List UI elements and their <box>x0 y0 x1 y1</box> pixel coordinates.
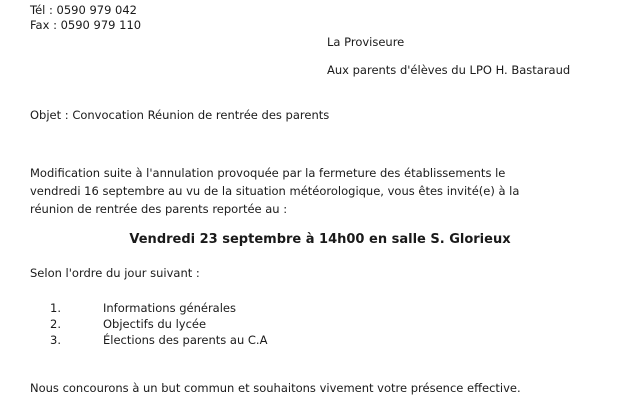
agenda-intro: Selon l'ordre du jour suivant : <box>30 266 200 280</box>
agenda-item-text: Informations générales <box>103 301 236 315</box>
recipient: Aux parents d'élèves du LPO H. Bastaraud <box>327 63 571 77</box>
body-paragraph <box>30 164 630 218</box>
fax-number: Fax : 0590 979 110 <box>30 18 142 32</box>
closing-sentence: Nous concourons à un but commun et souhaitons vivement votre présence effective. <box>30 381 521 395</box>
phone-number: Tél : 0590 979 042 <box>30 3 138 17</box>
meeting-datetime: Vendredi 23 septembre à 14h00 en salle S. Glorieux <box>129 232 511 247</box>
agenda-item-number: 1. <box>50 301 61 315</box>
body-line: réunion de rentrée des parents reportée au : <box>30 202 288 216</box>
body-line: vendredi 16 septembre au vu de la situation météorologique, vous êtes invité(e) à la <box>30 184 520 198</box>
subject-line: Objet : Convocation Réunion de rentrée des parents <box>30 108 330 122</box>
agenda-item-number: 2. <box>50 317 61 331</box>
body-line: Modification suite à l'annulation provoquée par la fermeture des établissements le <box>30 166 506 180</box>
agenda-item-text: Élections des parents au C.A <box>103 333 268 347</box>
agenda-item-text: Objectifs du lycée <box>103 317 207 331</box>
sender: La Proviseure <box>327 35 405 49</box>
agenda-item-number: 3. <box>50 333 61 347</box>
